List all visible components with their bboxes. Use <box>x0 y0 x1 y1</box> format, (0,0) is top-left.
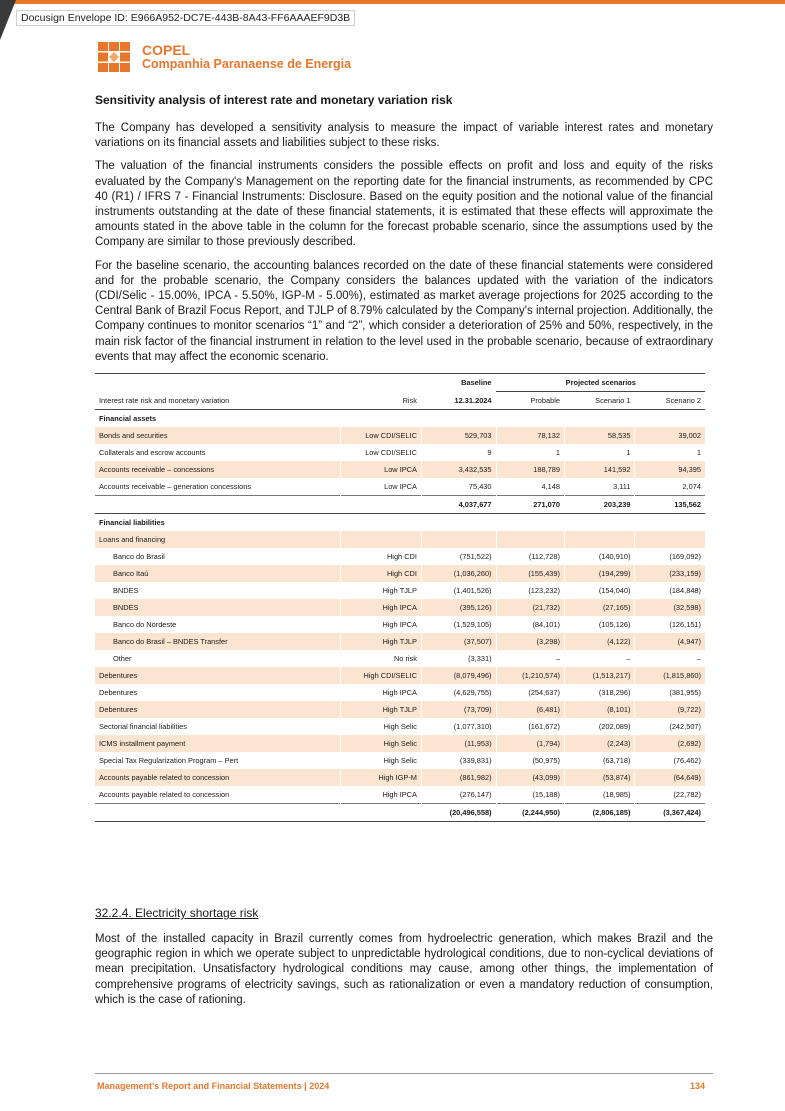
cell-s1 <box>564 531 635 548</box>
row-risk <box>341 531 422 548</box>
cell-s1: (1,513,217) <box>564 667 635 684</box>
row-label: BNDES <box>113 586 139 596</box>
row-label: Accounts payable related to concession <box>99 790 230 800</box>
row-risk: High Selic <box>341 718 422 735</box>
row-label: Special Tax Regularization Program – Pert <box>99 756 239 766</box>
row-label: BNDES <box>95 599 341 616</box>
row-label: Debentures <box>95 701 341 718</box>
cell-s2: (233,159) <box>635 565 705 582</box>
projected-scenarios-header: Projected scenarios <box>496 374 705 392</box>
row-label: Bonds and securities <box>95 427 341 444</box>
table-row <box>95 684 705 701</box>
cell-probable: (112,728) <box>496 548 564 565</box>
cell-s1: (194,299) <box>564 565 635 582</box>
row-label: Sectorial financial liabilities <box>99 722 187 732</box>
table-row <box>95 616 705 633</box>
scenario2-column-header: Scenario 2 <box>635 392 705 410</box>
cell-probable <box>496 531 564 548</box>
table-row <box>95 531 705 548</box>
cell-baseline: (1,036,260) <box>421 565 496 582</box>
cell-s2: 1 <box>635 444 705 461</box>
table-row <box>95 599 705 616</box>
cell-baseline: (1,401,526) <box>421 582 496 599</box>
row-risk: High TJLP <box>341 633 422 650</box>
cell-s2: 2,074 <box>635 478 705 496</box>
cell-s2: (9,722) <box>635 701 705 718</box>
row-label <box>95 804 341 822</box>
cell-s2: (381,955) <box>635 684 705 701</box>
cell-baseline: (1,529,105) <box>421 616 496 633</box>
cell-s1: 3,111 <box>564 478 635 496</box>
table-body <box>95 410 705 822</box>
row-risk: High TJLP <box>341 701 422 718</box>
footer-report-title: Management's Report and Financial Statements | 2024 <box>97 1081 330 1091</box>
row-risk: Low IPCA <box>341 478 422 496</box>
row-risk: Low CDI/SELIC <box>341 444 422 461</box>
cell-baseline: (4,629,755) <box>421 684 496 701</box>
cell-s1: (318,296) <box>564 684 635 701</box>
table-row <box>95 786 705 804</box>
brand-fullname: Companhia Paranaense de Energia <box>142 57 352 71</box>
row-risk: High CDI/SELIC <box>341 667 422 684</box>
row-risk: Low IPCA <box>341 461 422 478</box>
cell-baseline: (751,522) <box>421 548 496 565</box>
cell-baseline: 9 <box>421 444 496 461</box>
cell-s2: (242,507) <box>635 718 705 735</box>
cell-s2: (1,815,860) <box>635 667 705 684</box>
row-label: Debentures <box>95 667 341 684</box>
cell-probable: (155,439) <box>496 565 564 582</box>
row-risk: High IPCA <box>341 599 422 616</box>
row-risk: High IPCA <box>341 786 422 804</box>
cell-baseline: (20,496,558) <box>421 804 496 822</box>
cell-probable: 188,789 <box>496 461 564 478</box>
cell-probable: (6,481) <box>496 701 564 718</box>
cell-probable: (1,794) <box>496 735 564 752</box>
copel-logo-icon <box>96 40 132 74</box>
cell-probable: 78,132 <box>496 427 564 444</box>
cell-s2: (32,598) <box>635 599 705 616</box>
table-section-row <box>95 514 705 532</box>
footer-divider <box>95 1073 713 1074</box>
cell-baseline: 529,703 <box>421 427 496 444</box>
row-label: ICMS installment payment <box>95 735 341 752</box>
table-row <box>95 444 705 461</box>
brand-name: COPEL <box>142 42 191 58</box>
row-label: Debentures <box>99 688 138 698</box>
table-total-row <box>95 804 705 822</box>
row-risk: High IPCA <box>341 684 422 701</box>
cell-s1: (27,165) <box>564 599 635 616</box>
cell-probable: (84,101) <box>496 616 564 633</box>
cell-s1: (140,910) <box>564 548 635 565</box>
row-label: Banco do Brasil – BNDES Transfer <box>95 633 341 650</box>
row-label <box>95 496 341 514</box>
cell-probable: 4,148 <box>496 478 564 496</box>
row-risk <box>341 804 422 822</box>
cell-s1: (18,985) <box>564 786 635 804</box>
cell-probable: (50,975) <box>496 752 564 769</box>
cell-s2: (64,649) <box>635 769 705 786</box>
row-risk: Low CDI/SELIC <box>341 427 422 444</box>
cell-baseline: (8,079,496) <box>421 667 496 684</box>
cell-s1: (154,040) <box>564 582 635 599</box>
cell-s1: 1 <box>564 444 635 461</box>
cell-s2: (126,151) <box>635 616 705 633</box>
table-row <box>95 735 705 752</box>
cell-baseline: 3,432,535 <box>421 461 496 478</box>
table-row <box>95 478 705 496</box>
row-label: Banco do Nordeste <box>113 620 177 630</box>
cell-probable: (3,298) <box>496 633 564 650</box>
cell-baseline <box>421 531 496 548</box>
row-risk: High TJLP <box>341 582 422 599</box>
table-row <box>95 461 705 478</box>
table-total-row <box>95 496 705 514</box>
cell-baseline: (3,331) <box>421 650 496 667</box>
row-risk: No risk <box>341 650 422 667</box>
table-header-top <box>95 374 705 392</box>
cell-baseline: (861,982) <box>421 769 496 786</box>
table-section-row <box>95 410 705 428</box>
cell-s1: (53,874) <box>564 769 635 786</box>
baseline-header-line2: 12.31.2024 <box>421 392 496 410</box>
row-label: Collaterals and escrow accounts <box>99 448 206 458</box>
risk-column-header: Risk <box>341 392 422 410</box>
cell-baseline: (276,147) <box>421 786 496 804</box>
table-row <box>95 769 705 786</box>
cell-s2: – <box>635 650 705 667</box>
cell-s2: 135,562 <box>635 496 705 514</box>
paragraph-1: The Company has developed a sensitivity analysis to measure the impact of variable interest rates and monetary variations on its financial assets and liabilities subject to these risks. <box>95 122 713 150</box>
section-label: Financial liabilities <box>99 518 165 528</box>
cell-s1: (202,089) <box>564 718 635 735</box>
cell-s1: (8,101) <box>564 701 635 718</box>
table-row <box>95 718 705 735</box>
cell-baseline: (1,077,310) <box>421 718 496 735</box>
cell-s2: (76,462) <box>635 752 705 769</box>
cell-s1: (4,122) <box>564 633 635 650</box>
cell-probable: 271,070 <box>496 496 564 514</box>
cell-s2: (184,848) <box>635 582 705 599</box>
cell-probable: (21,732) <box>496 599 564 616</box>
cell-s2: 94,395 <box>635 461 705 478</box>
brand-logo-text <box>142 43 351 71</box>
cell-s2: (4,947) <box>635 633 705 650</box>
scenario1-column-header: Scenario 1 <box>564 392 635 410</box>
subsection-title: 32.2.4. Electricity shortage risk <box>95 906 259 920</box>
cell-probable: 1 <box>496 444 564 461</box>
cell-s1: (2,243) <box>564 735 635 752</box>
row-label: Banco do Brasil <box>113 552 165 562</box>
paragraph-2: The valuation of the financial instruments considers the possible effects on profit and loss and equity of the risks evaluated by the Company's Management on the reporting date for the financial instruments, as recommended by CPC 40 (R1) / IFRS 7 - Financial Instruments: Disclosure. Based on the equity position and the notional value of the financial instruments outstanding at the date of these financial statements, it is estimated that these effects will approximate the amounts stated in the above table in the column for the forecast probable scenario, since the assumptions used by the Company are similar to those previously described. <box>95 160 713 249</box>
cell-probable: (161,672) <box>496 718 564 735</box>
table-header-bottom <box>95 392 705 410</box>
table-row <box>95 752 705 769</box>
cell-s2: 39,002 <box>635 427 705 444</box>
row-risk: High IPCA <box>341 616 422 633</box>
cell-s2: (22,782) <box>635 786 705 804</box>
cell-s2: (2,692) <box>635 735 705 752</box>
cell-s1: 203,239 <box>564 496 635 514</box>
table-row <box>95 565 705 582</box>
table-row <box>95 650 705 667</box>
table-row <box>95 427 705 444</box>
table-row <box>95 667 705 684</box>
cell-probable: – <box>496 650 564 667</box>
cell-baseline: 4,037,677 <box>421 496 496 514</box>
cell-s1: – <box>564 650 635 667</box>
probable-column-header: Probable <box>496 392 564 410</box>
cell-baseline: 75,430 <box>421 478 496 496</box>
cell-s1: 58,535 <box>564 427 635 444</box>
row-label: Loans and financing <box>95 531 341 548</box>
cell-probable: (123,232) <box>496 582 564 599</box>
cell-baseline: (73,709) <box>421 701 496 718</box>
cell-probable: (2,244,950) <box>496 804 564 822</box>
cell-baseline: (11,953) <box>421 735 496 752</box>
cell-baseline: (395,126) <box>421 599 496 616</box>
cell-probable: (15,188) <box>496 786 564 804</box>
main-content <box>95 93 713 822</box>
sensitivity-table <box>95 373 705 822</box>
page-number: 134 <box>690 1081 706 1091</box>
table-row <box>95 582 705 599</box>
cell-baseline: (339,831) <box>421 752 496 769</box>
row-label: Other <box>113 654 132 664</box>
subsection-paragraph: Most of the installed capacity in Brazil currently comes from hydroelectric generation, which makes Brazil and the geographic region in which we operate subject to unpredictable hydrological conditions, due to non-cyclical deviations of mean precipitation. Unsatisfactory hydrological conditions may cause, among other things, the implementation of comprehensive programs of electricity savings, such as rationalization or even a mandatory reduction of consumption, which is the case of rationing. <box>95 933 713 1006</box>
baseline-header-line1: Baseline <box>421 374 496 392</box>
row-label: Accounts receivable – generation concessions <box>99 482 252 492</box>
cell-s2: (3,367,424) <box>635 804 705 822</box>
cell-probable: (1,210,574) <box>496 667 564 684</box>
row-risk: High Selic <box>341 735 422 752</box>
row-risk: High CDI <box>341 565 422 582</box>
row-risk: High CDI <box>341 548 422 565</box>
shortage-risk-section <box>95 906 713 1016</box>
row-risk: High IGP-M <box>341 769 422 786</box>
row-risk <box>341 496 422 514</box>
cell-s1: (63,718) <box>564 752 635 769</box>
row-risk: High Selic <box>341 752 422 769</box>
cell-s2: (169,092) <box>635 548 705 565</box>
cell-s2 <box>635 531 705 548</box>
top-accent-band <box>0 0 785 4</box>
cell-probable: (254,637) <box>496 684 564 701</box>
corner-accent <box>0 0 16 40</box>
item-column-header: Interest rate risk and monetary variation <box>95 392 341 410</box>
row-label: Accounts receivable – concessions <box>95 461 341 478</box>
cell-s1: (105,126) <box>564 616 635 633</box>
envelope-id-label: Docusign Envelope ID: E966A952-DC7E-443B-8A43-FF6AAAEF9D3B <box>16 10 355 26</box>
cell-s1: (2,806,185) <box>564 804 635 822</box>
table-row <box>95 701 705 718</box>
row-label: Banco Itaú <box>95 565 341 582</box>
section-title: Sensitivity analysis of interest rate and monetary variation risk <box>95 93 453 107</box>
cell-baseline: (37,507) <box>421 633 496 650</box>
paragraph-3: For the baseline scenario, the accounting balances recorded on the date of these financial statements were considered and for the probable scenario, the Company considers the balances updated with the variation of the indicators (CDI/Selic - 15.00%, IPCA - 5.50%, IGP-M - 5.00%), estimated as market average projections for 2025 according to the Central Bank of Brazil Focus Report, and TJLP of 8.79% calculated by the Company's internal projection. Additionally, the Company continues to monitor scenarios “1” and “2”, which consider a deterioration of 25% and 50%, respectively, in the main risk factor of the financial instrument in relation to the level used in the probable scenario, because of extraordinary events that may affect the economic scenario. <box>95 259 713 363</box>
cell-probable: (43,099) <box>496 769 564 786</box>
table-row <box>95 548 705 565</box>
cell-s1: 141,592 <box>564 461 635 478</box>
row-label: Accounts payable related to concession <box>95 769 341 786</box>
section-label: Financial assets <box>99 414 157 424</box>
table-row <box>95 633 705 650</box>
